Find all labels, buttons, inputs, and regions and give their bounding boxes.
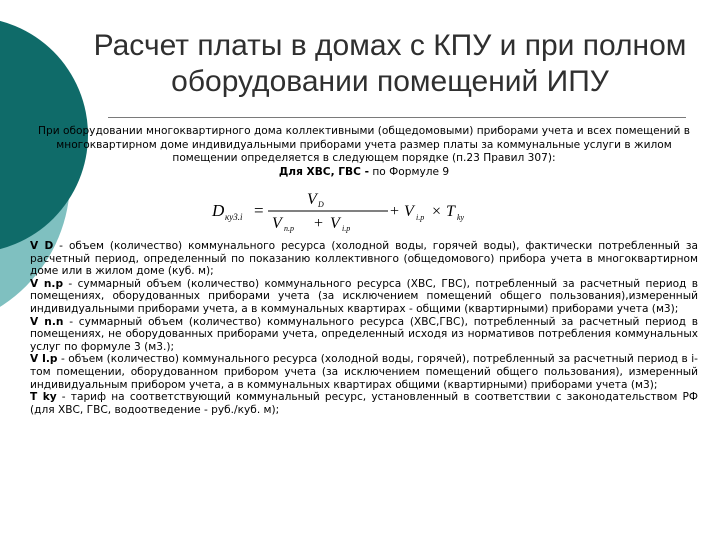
definition-text: - объем (количество) коммунального ресурса (холодной воды, горячей воды), фактически потребленный за расчетный период, определенный по показанию коллективного (общедомового) прибора учета в многоквартирном доме или в жилом доме (куб. м); xyxy=(30,240,698,278)
formula-v3-sub: i.p xyxy=(416,213,425,222)
formula-den-v1: V xyxy=(272,215,282,232)
definition-item xyxy=(30,353,698,391)
title-divider xyxy=(108,117,686,118)
slide-title: Расчет платы в домах с КПУ и при полном оборудовании помещений ИПУ xyxy=(93,29,687,98)
definition-item xyxy=(30,278,698,316)
formula-lhs: D xyxy=(212,201,225,220)
formula-num-sub: D xyxy=(318,200,324,209)
formula-den-sub1: n.p xyxy=(284,224,294,233)
formula-v3: V xyxy=(404,203,414,220)
formula-den-plus: + xyxy=(314,215,324,232)
formula-plus: + xyxy=(390,203,400,220)
definition-term: T ky xyxy=(30,391,57,404)
formula-times: × xyxy=(432,203,442,220)
case-label: Для ХВС, ГВС - xyxy=(278,165,369,178)
case-line xyxy=(30,166,698,180)
definition-text: - тариф на соответствующий коммунальный ресурс, установленный в соответствии с законодательством РФ (для ХВС, ГВС, водоотведение - руб./куб. м); xyxy=(30,391,698,416)
formula-den-v2: V xyxy=(330,215,340,232)
definition-item xyxy=(30,316,698,354)
formula-eq: = xyxy=(254,201,264,220)
formula-9 xyxy=(210,190,470,234)
definition-text: - объем (количество) коммунального ресурса (холодной воды, горячей), потребленный за расчетный период в i-том помещении, оборудованном прибором учета (за исключением помещений общего пользования), измеренный индивидуальным прибором учета, а в коммунальных квартирах общими (квартирными) приборами учета (м3); xyxy=(30,353,698,391)
definition-text: - суммарный объем (количество) коммунального ресурса (ХВС, ГВС), потребленный за расчетный период в помещениях, оборудованных приборами учета (за исключением помещений общего пользования),измеренный индивидуальными приборами учета, а в коммунальных квартирах - общими (квартирными) приборами учета (м3); xyxy=(30,277,698,315)
definition-text: - суммарный объем (количество) коммунального ресурса (ХВС,ГВС), потребленный за расчетный период в помещениях, не оборудованных приборами учета, определенный исходя из нормативов потребления коммунальных услуг по формуле 3 (м3.); xyxy=(30,315,699,353)
definition-term: V I.p xyxy=(30,353,58,366)
formula-t-sub: ky xyxy=(457,213,465,222)
intro-text: При оборудовании многоквартирного дома коллективными (общедомовыми) приборами учета и всех помещений в многоквартирном доме индивидуальными приборами учета размер платы за коммунальные услуги в жилом помещении определяется в следующем порядке (п.23 Правил 307): xyxy=(38,125,690,165)
definition-item xyxy=(30,240,698,278)
formula-t: T xyxy=(446,203,455,220)
formula-lhs-sub: ку3.i xyxy=(225,212,243,222)
case-tail: по Формуле 9 xyxy=(368,165,450,178)
formula-den-sub2: i.p xyxy=(342,224,351,233)
definition-item xyxy=(30,391,698,416)
intro-paragraph xyxy=(30,125,698,179)
definitions-list xyxy=(30,240,698,416)
formula-num-v: V xyxy=(307,191,317,208)
definition-term: V D xyxy=(30,240,54,252)
definition-term: V n.n xyxy=(30,315,64,328)
definition-term: V n.p xyxy=(30,277,64,290)
